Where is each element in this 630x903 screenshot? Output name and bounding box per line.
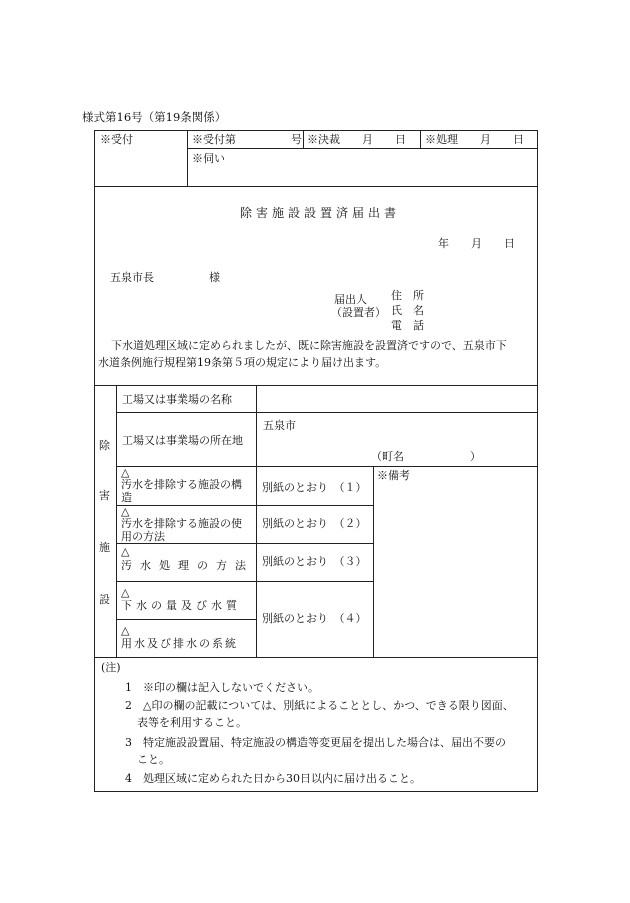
side-label-char-4: 設: [99, 593, 110, 606]
note-1: 1 ※印の欄は記入しないでください。: [125, 681, 319, 694]
facility-name-label: 工場又は事業場の名称: [122, 393, 232, 406]
triangle-mark: △: [121, 505, 130, 518]
row-1-value: 別紙のとおり （１）: [262, 481, 367, 494]
address-label: 住 所: [391, 289, 424, 302]
row-3-label: 汚水処理の方法: [121, 559, 254, 572]
reception-label: ※受付: [100, 133, 133, 146]
row-1-label-cont: 造: [121, 491, 132, 504]
decision-label: ※決裁 月 日: [307, 133, 406, 146]
triangle-mark: △: [121, 466, 130, 479]
triangle-mark: △: [121, 586, 130, 599]
row-2-label-cont: 用の方法: [121, 530, 165, 543]
applicant-sublabel: （設置者）: [331, 306, 386, 319]
side-label-char-1: 除: [99, 439, 110, 452]
row-3-value: 別紙のとおり （３）: [262, 555, 367, 568]
name-label: 氏 名: [391, 304, 424, 317]
notes-heading: (注): [101, 661, 121, 674]
inquiry-label: ※伺い: [192, 152, 225, 165]
triangle-mark: △: [121, 624, 130, 637]
form-number: 様式第16号（第19条関係）: [82, 110, 227, 124]
date-line: 年 月 日: [438, 237, 515, 250]
side-label-char-2: 害: [99, 489, 110, 502]
row-5-label: 用水及び排水の系統: [121, 637, 238, 650]
document-title: 除害施設設置済届出書: [240, 206, 401, 220]
note-4: 4 処理区域に定められた日から30日以内に届け出ること。: [125, 772, 421, 785]
triangle-mark: △: [121, 545, 130, 558]
row-4-label: 下水の量及び水質: [121, 599, 241, 612]
town-name-field: （町名 ）: [371, 450, 481, 463]
row-2-label: 汚水を排除する施設の使: [121, 517, 242, 530]
facility-location-label: 工場又は事業場の所在地: [122, 434, 243, 447]
addressee: 五泉市長 様: [110, 271, 220, 284]
row-2-value: 別紙のとおり （２）: [262, 517, 367, 530]
remarks-label: ※備考: [377, 469, 410, 482]
note-2-cont: 表等を利用すること。: [137, 716, 247, 729]
note-3-cont: こと。: [137, 753, 170, 766]
side-label-char-3: 施: [99, 541, 110, 554]
reception-number-label: ※受付第 号: [192, 133, 302, 146]
note-3: 3 特定施設設置届、特定施設の構造等変更届を提出した場合は、届出不要の: [125, 736, 506, 749]
body-text-line-1: 下水道処理区域に定められましたが、既に除害施設を設置済ですので、五泉市下: [111, 339, 507, 352]
row-1-label: 汚水を排除する施設の構: [121, 478, 242, 491]
phone-label: 電 話: [391, 319, 424, 332]
applicant-label: 届出人: [334, 293, 367, 306]
city-name: 五泉市: [263, 419, 296, 432]
body-text-line-2: 水道条例施行規程第19条第５項の規定により届け出ます。: [98, 356, 387, 369]
row-4-5-value: 別紙のとおり （４）: [262, 612, 367, 625]
processing-label: ※処理 月 日: [425, 133, 524, 146]
note-2: 2 △印の欄の記載については、別紙によることとし、かつ、できる限り図面、: [125, 699, 514, 712]
